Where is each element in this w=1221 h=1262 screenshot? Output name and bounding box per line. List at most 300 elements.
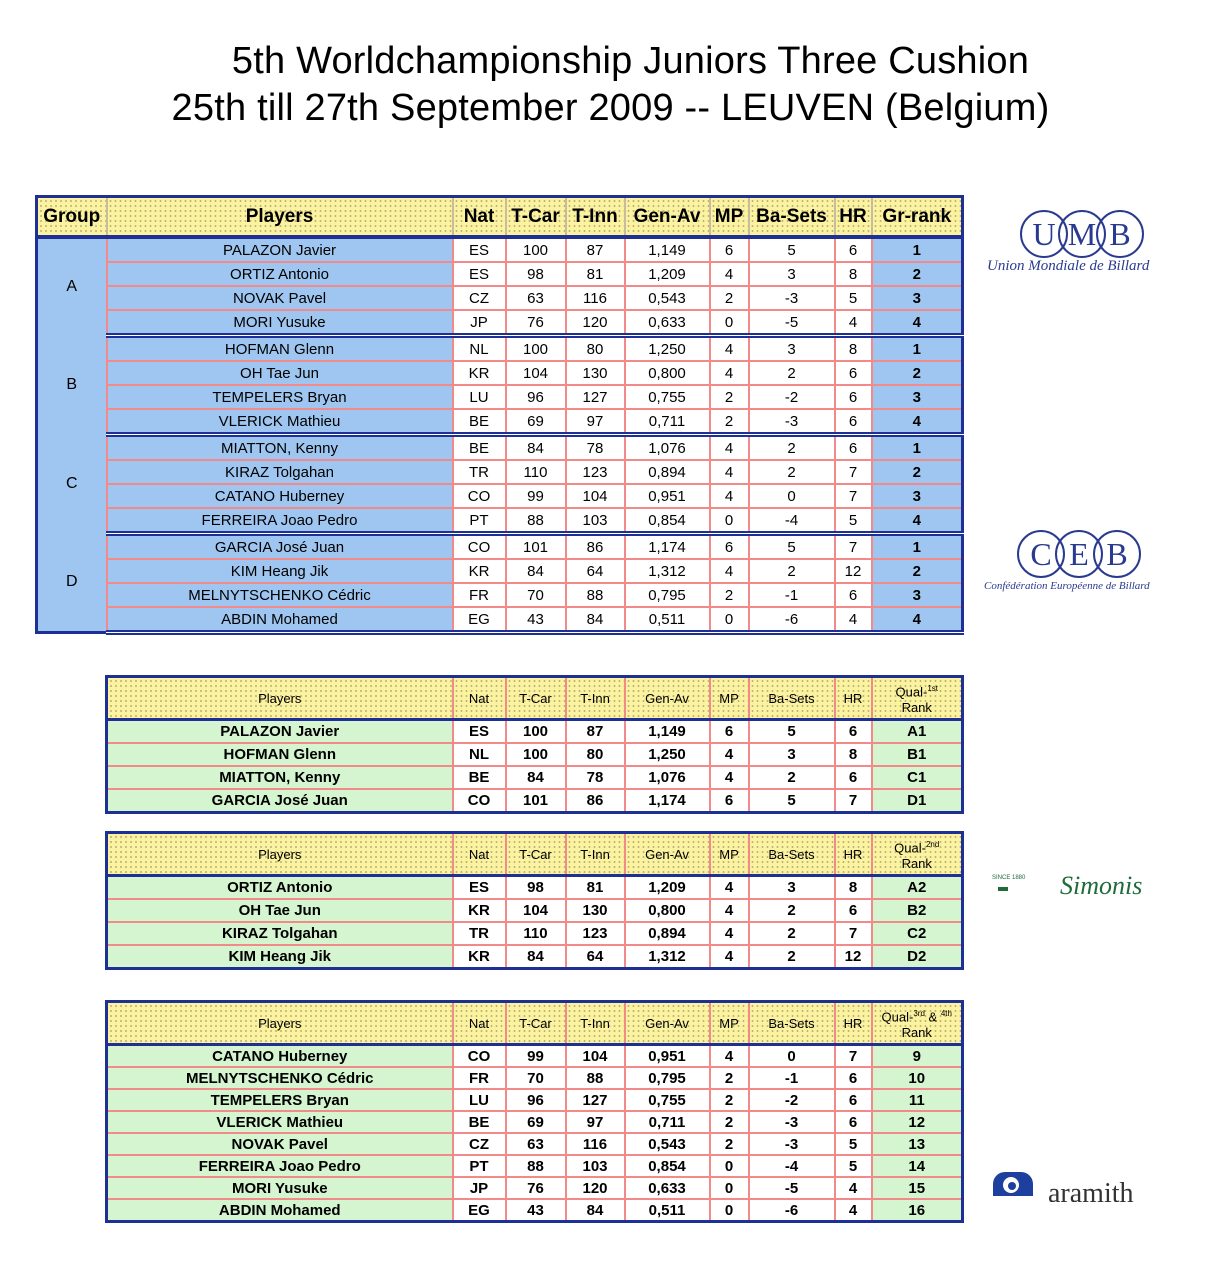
- table-cell: 1,209: [625, 876, 710, 900]
- table-cell: PT: [453, 1155, 506, 1177]
- player-name-cell: FERREIRA Joao Pedro: [107, 508, 453, 534]
- table-cell: 0,543: [625, 286, 710, 310]
- table-cell: -5: [749, 1177, 835, 1199]
- table-cell: 63: [506, 1133, 566, 1155]
- table-cell: 2: [749, 899, 835, 922]
- table-cell: C2: [872, 922, 963, 945]
- table-cell: -2: [749, 1089, 835, 1111]
- table-cell: -2: [749, 385, 835, 409]
- table-row: [107, 1155, 963, 1177]
- table-cell: C1: [872, 766, 963, 789]
- table-cell: 103: [566, 508, 625, 534]
- table-cell: -4: [749, 508, 835, 534]
- table-cell: 4: [710, 1045, 749, 1068]
- table-cell: 0,800: [625, 899, 710, 922]
- simonis-script: Simonis: [1060, 871, 1143, 900]
- table-row: [107, 1133, 963, 1155]
- qualification-3rd-4th-table: [105, 1000, 964, 1223]
- table-cell: 0: [710, 1199, 749, 1222]
- table-cell: 64: [566, 945, 625, 969]
- table-cell: 2: [749, 460, 835, 484]
- table-cell: 8: [835, 876, 872, 900]
- table-cell: 100: [506, 237, 566, 262]
- table-cell: 7: [835, 922, 872, 945]
- table-cell: 78: [566, 435, 625, 461]
- player-name-cell: FERREIRA Joao Pedro: [107, 1155, 453, 1177]
- table-cell: 0,755: [625, 385, 710, 409]
- table-cell: 4: [710, 559, 749, 583]
- table-cell: KR: [453, 945, 506, 969]
- table-cell: 2: [749, 766, 835, 789]
- player-name-cell: MIATTON, Kenny: [107, 766, 453, 789]
- table-cell: 6: [835, 720, 872, 744]
- table-cell: 76: [506, 310, 566, 336]
- table-cell: BE: [453, 1111, 506, 1133]
- table-cell: 3: [872, 385, 963, 409]
- player-name-cell: NOVAK Pavel: [107, 1133, 453, 1155]
- table-cell: BE: [453, 409, 506, 435]
- qual-rank-header: Qual-$^{2nd}$ Rank: [872, 833, 963, 876]
- player-name-cell: GARCIA José Juan: [107, 789, 453, 813]
- table-cell: 1,076: [625, 435, 710, 461]
- qual-rank-header: Qual-$^{3rd}$ & $^{4th}$ Rank: [872, 1002, 963, 1045]
- table-cell: 116: [566, 1133, 625, 1155]
- table-cell: A2: [872, 876, 963, 900]
- table-cell: 120: [566, 1177, 625, 1199]
- table-row: [37, 607, 963, 633]
- table-cell: 6: [835, 237, 872, 262]
- page-subtitle: 25th till 27th September 2009 -- LEUVEN (Belgium): [171, 87, 1050, 129]
- player-name-cell: PALAZON Javier: [107, 237, 453, 262]
- table-row: [37, 262, 963, 286]
- aramith-logo: [993, 1170, 1178, 1202]
- table-cell: 99: [506, 1045, 566, 1068]
- player-name-cell: HOFMAN Glenn: [107, 336, 453, 362]
- table-cell: 104: [506, 361, 566, 385]
- table-row: [107, 766, 963, 789]
- table-cell: 3: [872, 286, 963, 310]
- table-cell: 4: [872, 508, 963, 534]
- table-cell: 2: [710, 1133, 749, 1155]
- table-cell: 0,894: [625, 922, 710, 945]
- table-row: [107, 1089, 963, 1111]
- table-cell: 0: [710, 1155, 749, 1177]
- table-cell: FR: [453, 583, 506, 607]
- column-header: Nat: [453, 833, 506, 876]
- table-cell: FR: [453, 1067, 506, 1089]
- table-cell: D2: [872, 945, 963, 969]
- table-cell: 1,076: [625, 766, 710, 789]
- player-name-cell: VLERICK Mathieu: [107, 1111, 453, 1133]
- player-name-cell: KIM Heang Jik: [107, 559, 453, 583]
- player-name-cell: PALAZON Javier: [107, 720, 453, 744]
- player-name-cell: MORI Yusuke: [107, 1177, 453, 1199]
- table-cell: 5: [835, 1155, 872, 1177]
- table-cell: 80: [566, 743, 625, 766]
- table-cell: 6: [710, 789, 749, 813]
- table-cell: 0,795: [625, 583, 710, 607]
- table-cell: 84: [566, 607, 625, 633]
- table-cell: 2: [872, 262, 963, 286]
- table-cell: 1,149: [625, 720, 710, 744]
- table-cell: 4: [835, 310, 872, 336]
- table-row: [37, 508, 963, 534]
- table-cell: CZ: [453, 286, 506, 310]
- table-cell: 1: [872, 435, 963, 461]
- table-cell: 6: [835, 1089, 872, 1111]
- table-row: [107, 922, 963, 945]
- table-cell: ES: [453, 720, 506, 744]
- column-header: Gr-rank: [872, 197, 963, 238]
- table-row: [107, 1045, 963, 1068]
- table-cell: CO: [453, 789, 506, 813]
- page-title: 5th Worldchampionship Juniors Three Cushion: [231, 40, 1030, 82]
- table-cell: CO: [453, 484, 506, 508]
- player-name-cell: CATANO Huberney: [107, 484, 453, 508]
- table-cell: 4: [872, 607, 963, 633]
- table-cell: 0,795: [625, 1067, 710, 1089]
- table-cell: 69: [506, 1111, 566, 1133]
- table-cell: 0,854: [625, 1155, 710, 1177]
- table-cell: 1,174: [625, 789, 710, 813]
- table-cell: 6: [710, 534, 749, 560]
- table-cell: 78: [566, 766, 625, 789]
- table-row: [107, 743, 963, 766]
- table-cell: 7: [835, 789, 872, 813]
- table-cell: 123: [566, 460, 625, 484]
- table-cell: 76: [506, 1177, 566, 1199]
- column-header: Nat: [453, 197, 506, 238]
- table-cell: 4: [872, 409, 963, 435]
- player-name-cell: TEMPELERS Bryan: [107, 1089, 453, 1111]
- table-cell: 0,543: [625, 1133, 710, 1155]
- table-cell: -3: [749, 1133, 835, 1155]
- table-row: [37, 559, 963, 583]
- table-cell: D1: [872, 789, 963, 813]
- player-name-cell: KIM Heang Jik: [107, 945, 453, 969]
- table-cell: 2: [749, 945, 835, 969]
- table-cell: 3: [749, 336, 835, 362]
- table-cell: ES: [453, 237, 506, 262]
- player-name-cell: MELNYTSCHENKO Cédric: [107, 1067, 453, 1089]
- table-cell: 6: [835, 361, 872, 385]
- table-cell: 5: [749, 534, 835, 560]
- table-cell: 88: [566, 1067, 625, 1089]
- table-cell: 0,755: [625, 1089, 710, 1111]
- table-cell: 2: [749, 435, 835, 461]
- table-cell: 6: [835, 409, 872, 435]
- table-cell: 6: [835, 435, 872, 461]
- table-cell: 5: [835, 508, 872, 534]
- table-cell: 1: [872, 237, 963, 262]
- table-cell: 4: [710, 484, 749, 508]
- table-cell: BE: [453, 435, 506, 461]
- column-header: T-Car: [506, 1002, 566, 1045]
- table-row: [37, 286, 963, 310]
- table-cell: 4: [710, 460, 749, 484]
- table-cell: A1: [872, 720, 963, 744]
- table-cell: 127: [566, 1089, 625, 1111]
- table-cell: NL: [453, 336, 506, 362]
- table-cell: 8: [835, 262, 872, 286]
- table-row: [37, 460, 963, 484]
- player-name-cell: VLERICK Mathieu: [107, 409, 453, 435]
- table-cell: 2: [710, 409, 749, 435]
- table-cell: 88: [506, 1155, 566, 1177]
- table-cell: 6: [835, 583, 872, 607]
- player-name-cell: ABDIN Mohamed: [107, 607, 453, 633]
- table-cell: 6: [710, 237, 749, 262]
- table-cell: TR: [453, 922, 506, 945]
- table-cell: 100: [506, 720, 566, 744]
- column-header: Gen-Av: [625, 197, 710, 238]
- table-cell: 0,711: [625, 409, 710, 435]
- table-cell: 1: [872, 336, 963, 362]
- table-cell: 12: [835, 559, 872, 583]
- player-name-cell: KIRAZ Tolgahan: [107, 922, 453, 945]
- table-cell: 8: [835, 743, 872, 766]
- table-cell: 84: [506, 435, 566, 461]
- table-cell: 1,312: [625, 559, 710, 583]
- table-cell: 12: [835, 945, 872, 969]
- table-row: [37, 583, 963, 607]
- column-header: Players: [107, 1002, 453, 1045]
- column-header: Gen-Av: [625, 1002, 710, 1045]
- table-cell: -3: [749, 286, 835, 310]
- group-results-table: [35, 195, 964, 635]
- table-cell: 110: [506, 922, 566, 945]
- table-cell: 0,511: [625, 1199, 710, 1222]
- table-cell: 2: [872, 559, 963, 583]
- table-cell: 88: [506, 508, 566, 534]
- table-cell: 86: [566, 789, 625, 813]
- table-row: [37, 534, 963, 560]
- column-header: Ba-Sets: [749, 677, 835, 720]
- table-cell: 0: [710, 1177, 749, 1199]
- table-cell: 104: [506, 899, 566, 922]
- table-cell: 4: [835, 1199, 872, 1222]
- table-cell: 0,894: [625, 460, 710, 484]
- table-cell: JP: [453, 310, 506, 336]
- table-cell: 4: [710, 435, 749, 461]
- player-name-cell: CATANO Huberney: [107, 1045, 453, 1068]
- table-cell: 6: [710, 720, 749, 744]
- table-cell: 104: [566, 1045, 625, 1068]
- table-cell: 6: [835, 766, 872, 789]
- table-cell: LU: [453, 1089, 506, 1111]
- column-header: T-Car: [506, 677, 566, 720]
- table-cell: -3: [749, 409, 835, 435]
- table-cell: BE: [453, 766, 506, 789]
- table-cell: 0: [710, 310, 749, 336]
- table-cell: 0: [710, 508, 749, 534]
- table-cell: 1,149: [625, 237, 710, 262]
- table-row: [37, 385, 963, 409]
- table-cell: EG: [453, 1199, 506, 1222]
- table-cell: 4: [710, 876, 749, 900]
- table-cell: 12: [872, 1111, 963, 1133]
- qual-rank-header: Qual-$^{1st}$ Rank: [872, 677, 963, 720]
- table-cell: 110: [506, 460, 566, 484]
- table-cell: 127: [566, 385, 625, 409]
- qualification-2nd-table: [105, 831, 964, 970]
- table-row: [37, 361, 963, 385]
- column-header: HR: [835, 833, 872, 876]
- table-cell: 0,951: [625, 1045, 710, 1068]
- table-cell: 7: [835, 534, 872, 560]
- table-cell: CO: [453, 534, 506, 560]
- player-name-cell: KIRAZ Tolgahan: [107, 460, 453, 484]
- table-cell: 4: [710, 766, 749, 789]
- table-cell: 1,174: [625, 534, 710, 560]
- table-cell: 3: [749, 876, 835, 900]
- table-cell: 6: [835, 899, 872, 922]
- player-name-cell: MIATTON, Kenny: [107, 435, 453, 461]
- column-header: T-Inn: [566, 833, 625, 876]
- player-name-cell: ABDIN Mohamed: [107, 1199, 453, 1222]
- table-cell: 4: [710, 743, 749, 766]
- table-cell: 97: [566, 409, 625, 435]
- table-cell: 130: [566, 899, 625, 922]
- table-cell: 86: [566, 534, 625, 560]
- column-header: HR: [835, 197, 872, 238]
- table-cell: 2: [710, 1089, 749, 1111]
- table-cell: 103: [566, 1155, 625, 1177]
- table-cell: PT: [453, 508, 506, 534]
- table-cell: 4: [710, 361, 749, 385]
- table-cell: 84: [566, 1199, 625, 1222]
- simonis-since-text: SINCE 1880: [992, 875, 1026, 881]
- player-name-cell: OH Tae Jun: [107, 899, 453, 922]
- table-cell: 7: [835, 1045, 872, 1068]
- table-cell: 1: [872, 534, 963, 560]
- table-cell: 1,250: [625, 743, 710, 766]
- table-cell: 2: [749, 361, 835, 385]
- column-header: MP: [710, 833, 749, 876]
- table-cell: 6: [835, 1111, 872, 1133]
- table-cell: 1,312: [625, 945, 710, 969]
- column-header: Ba-Sets: [749, 1002, 835, 1045]
- player-name-cell: NOVAK Pavel: [107, 286, 453, 310]
- table-cell: B2: [872, 899, 963, 922]
- table-row: [107, 899, 963, 922]
- column-header: MP: [710, 1002, 749, 1045]
- column-header: Ba-Sets: [749, 833, 835, 876]
- table-cell: 3: [872, 583, 963, 607]
- table-cell: 4: [710, 945, 749, 969]
- table-cell: 1,250: [625, 336, 710, 362]
- simonis-mark-icon: [998, 887, 1008, 891]
- table-cell: 43: [506, 607, 566, 633]
- table-cell: 6: [835, 385, 872, 409]
- table-cell: 70: [506, 1067, 566, 1089]
- table-cell: 63: [506, 286, 566, 310]
- table-cell: 3: [749, 262, 835, 286]
- table-cell: 123: [566, 922, 625, 945]
- table-cell: 81: [566, 262, 625, 286]
- table-cell: 87: [566, 237, 625, 262]
- table-cell: 0,511: [625, 607, 710, 633]
- column-header: Players: [107, 833, 453, 876]
- table-row: [107, 876, 963, 900]
- table-cell: 5: [835, 1133, 872, 1155]
- table-cell: JP: [453, 1177, 506, 1199]
- column-header: Group: [37, 197, 107, 238]
- column-header: Players: [107, 677, 453, 720]
- column-header: Nat: [453, 677, 506, 720]
- table-cell: 100: [506, 743, 566, 766]
- table-cell: 2: [710, 583, 749, 607]
- column-header: Gen-Av: [625, 833, 710, 876]
- table-cell: 101: [506, 534, 566, 560]
- table-row: [37, 484, 963, 508]
- table-cell: 3: [749, 743, 835, 766]
- table-cell: 87: [566, 720, 625, 744]
- table-cell: 2: [749, 922, 835, 945]
- ceb-caption: Confédération Européenne de Billard: [984, 580, 1150, 592]
- column-header: T-Inn: [566, 677, 625, 720]
- table-cell: TR: [453, 460, 506, 484]
- table-cell: 8: [835, 336, 872, 362]
- column-header: T-Inn: [566, 197, 625, 238]
- table-cell: 5: [749, 720, 835, 744]
- table-cell: 104: [566, 484, 625, 508]
- table-cell: 130: [566, 361, 625, 385]
- column-header: Players: [107, 197, 453, 238]
- table-cell: 2: [749, 559, 835, 583]
- table-cell: 5: [749, 789, 835, 813]
- simonis-logo: [990, 873, 1180, 903]
- table-cell: 13: [872, 1133, 963, 1155]
- table-cell: 9: [872, 1045, 963, 1068]
- group-label: A: [37, 237, 107, 336]
- group-label: C: [37, 435, 107, 534]
- player-name-cell: HOFMAN Glenn: [107, 743, 453, 766]
- table-cell: 4: [710, 262, 749, 286]
- table-cell: 6: [835, 1067, 872, 1089]
- qualification-1st-table: [105, 675, 964, 814]
- table-cell: 0,633: [625, 1177, 710, 1199]
- table-cell: 0: [710, 607, 749, 633]
- table-cell: 0,800: [625, 361, 710, 385]
- table-cell: 16: [872, 1199, 963, 1222]
- table-cell: 14: [872, 1155, 963, 1177]
- table-cell: 98: [506, 876, 566, 900]
- table-cell: 0,854: [625, 508, 710, 534]
- umb-caption: Union Mondiale de Billard: [987, 258, 1150, 274]
- table-cell: 97: [566, 1111, 625, 1133]
- table-cell: 43: [506, 1199, 566, 1222]
- player-name-cell: GARCIA José Juan: [107, 534, 453, 560]
- table-row: [107, 945, 963, 969]
- table-cell: -1: [749, 583, 835, 607]
- table-row: [107, 1177, 963, 1199]
- group-label: D: [37, 534, 107, 633]
- table-cell: 98: [506, 262, 566, 286]
- table-cell: 84: [506, 945, 566, 969]
- table-cell: CO: [453, 1045, 506, 1068]
- column-header: T-Inn: [566, 1002, 625, 1045]
- table-cell: 4: [710, 336, 749, 362]
- table-cell: 80: [566, 336, 625, 362]
- aramith-icon: [993, 1172, 1033, 1196]
- table-cell: 0: [749, 484, 835, 508]
- table-cell: 81: [566, 876, 625, 900]
- column-header: T-Car: [506, 197, 566, 238]
- table-cell: KR: [453, 899, 506, 922]
- table-cell: -4: [749, 1155, 835, 1177]
- table-cell: 4: [835, 1177, 872, 1199]
